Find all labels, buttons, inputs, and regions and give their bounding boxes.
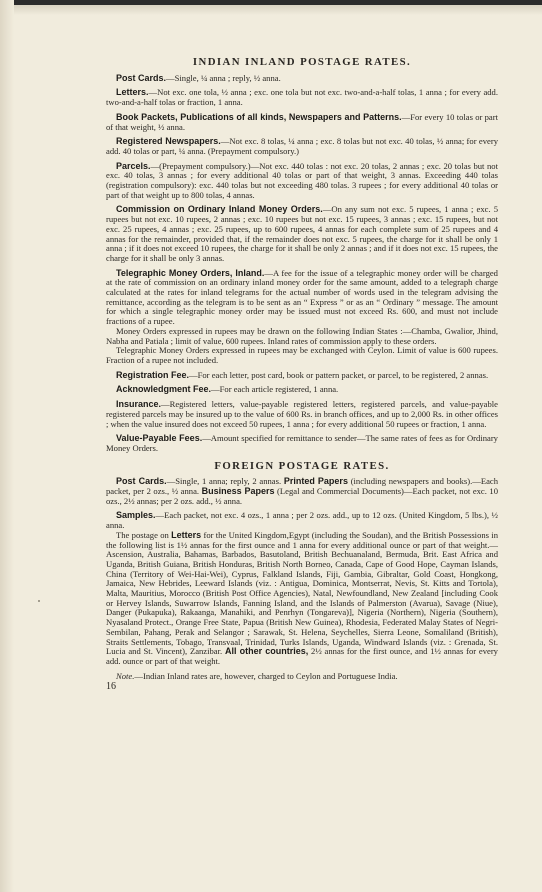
inland-telegraphic-text: —A fee for the issue of a telegraphic money order will be charged at the rate of commission on an ordinary inland money order for the same amount, added to a telegraph charge calculated at the rates for inland telegrams for the actual number of words used in the telegram advising the remittance, according as the telegram is to be sent as an “ Express ” or as an “ Ordinary ” message. The amount for which a single telegraphic money order may be issued must not exceed Rs. 600, and must not include fractions of a rupee. xyxy=(106,267,498,327)
foreign-business-head: Business Papers xyxy=(201,486,275,497)
inland-book-packets xyxy=(106,113,498,132)
foreign-other-head: All other countries, xyxy=(224,646,309,657)
inland-post-cards xyxy=(106,74,498,84)
foreign-post-cards-head: Post Cards. xyxy=(116,476,167,487)
scan-top-shadow xyxy=(0,5,542,15)
inland-parcels-text: —(Prepayment compulsory.)—Not exc. 440 tolas : not exc. 20 tolas, 2 annas ; exc. 20 tolas but not exc. 40 tolas, 3 annas ; for every additional 40 tolas or part of that weight, 3 annas. Exceeding 440 tolas (registration compulsory): exc. 440 tolas but not exceeding 480 tolas. 3 rupees ; for every additional 40 tolas or part of that weight up to 800 tolas, 4 annas. xyxy=(106,160,498,200)
inland-value-payable-head: Value-Payable Fees. xyxy=(116,433,203,444)
foreign-note-label: Note. xyxy=(116,670,135,681)
foreign-letters-text: for the United Kingdom,Egypt (including the Soudan), and the British Possessions in the following list is 1½ annas for the first ounce and 1 anna for every additional ounce or part of that weight.—Ascension, Australia, Bahamas, Barbados, Basutoland, British Bechuanaland, Bermuda, Brit. East Africa and Uganda, British Guiana, British Honduras, British North Borneo, Canada, Cape of Good Hope, Cayman Islands, China (Territory of Wei-Hai-Wei), Cyprus, Falkland Islands, Fiji, Gambia, Gibraltar, Gold Coast, Hongkong, Jamaica, New Hebrides, Leeward Islands (viz. : Antigua, Dominica, Montserrat, Nevis, St. Kitts and Tortola), Malta, Mauritius, Morocco (British Post Office Agencies), Natal, Newfoundland, New Zealand [including Cook or Hervey Islands, Suwarrow Islands, Fanning Island, and the Islands of Palmerston (Avarua), Savage (Niue), Danger (Pukapuka), Rakaanga, Manahiki, and Penrhyn (Tongareva)], Nigeria (Northern), Nigeria (Southern), Nyasaland Protect., Orange Free State, Papua (British New Guinea), Rhodesia, Federated Malay States of Negri-Sembilan, Pahang, Perak and Selangor ; Sarawak, St. Helena, Seychelles, Sierra Leone, Somaliland (British), Straits Settlements, Tobago, Transvaal, Trinidad, Turks Islands, Uganda, Windward Islands (viz. : Grenada, St. Lucia and St. Vincent), Zanzibar. xyxy=(106,529,498,657)
inland-acknowledgment xyxy=(106,385,498,395)
inland-post-cards-head: Post Cards. xyxy=(116,72,167,83)
foreign-note-text: —Indian Inland rates are, however, charged to Ceylon and Portuguese India. xyxy=(134,670,398,681)
foreign-samples xyxy=(106,511,498,530)
inland-value-payable xyxy=(106,434,498,453)
foreign-letters xyxy=(106,531,498,667)
inland-registration xyxy=(106,371,498,381)
inland-registration-text: —For each letter, post card, book or pattern packet, or parcel, to be registered, 2 annas. xyxy=(189,369,489,380)
inland-registered-newspapers-text: —Not exc. 8 tolas, ¼ anna ; exc. 8 tolas but not exc. 40 tolas, ½ anna; for every add. 40 tolas or part, ¼ anna. (Prepayment compulsory.) xyxy=(106,136,499,156)
foreign-post-cards xyxy=(106,477,498,506)
inland-telegraphic-ceylon: Telegraphic Money Orders expressed in rupees may be exchanged with Ceylon. Limit of value is 600 rupees. Fraction of a rupee not included. xyxy=(106,345,498,365)
foreign-samples-head: Samples. xyxy=(116,510,156,521)
inland-telegraphic-states: Money Orders expressed in rupees may be drawn on the following Indian States :—Chamba, Gwalior, Jhind, Nabha and Patiala ; limit of value, 600 rupees. Inland rates of commission apply to these orders. xyxy=(106,325,498,346)
foreign-note xyxy=(106,672,498,682)
foreign-rates-heading: FOREIGN POSTAGE RATES. xyxy=(214,459,390,472)
inland-commission-head: Commission on Ordinary Inland Money Orders. xyxy=(116,204,323,215)
inland-commission xyxy=(106,205,498,263)
page-content xyxy=(106,58,498,692)
inland-acknowledgment-text: —For each article registered, 1 anna. xyxy=(211,384,339,395)
inland-letters-text: —Not exc. one tola, ½ anna ; exc. one tola but not exc. two-and-a-half tolas, 1 anna ; for every add. two-and-a-half tolas or fraction, 1 anna. xyxy=(106,87,498,108)
inland-registered-newspapers xyxy=(106,137,498,156)
foreign-post-cards-text: —Single, 1 anna; reply, 2 annas. xyxy=(166,476,282,487)
inland-book-packets-head: Book Packets, Publications of all kinds, Newspapers and Patterns. xyxy=(116,111,402,122)
inland-book-packets-text: —For every 10 tolas or part of that weight, ½ anna. xyxy=(106,111,498,132)
page-number: 16 xyxy=(106,681,116,693)
foreign-letters-head: Letters xyxy=(171,529,202,540)
page-gutter-shadow xyxy=(0,0,14,892)
inland-insurance-head: Insurance. xyxy=(116,399,162,410)
inland-letters-head: Letters. xyxy=(116,87,149,98)
inland-value-payable-text: —Amount specified for remittance to sender—The same rates of fees as for Ordinary Money Orders. xyxy=(106,433,498,453)
inland-rates-heading: INDIAN INLAND POSTAGE RATES. xyxy=(192,56,412,68)
inland-parcels-head: Parcels. xyxy=(116,160,151,171)
inland-commission-text: —On any sum not exc. 5 rupees, 1 anna ; exc. 5 rupees but not exc. 10 rupees, 2 annas ; exc. 10 rupees but not exc. 15 rupees, 3 annas ; exc. 15 rupees, but not exc. 25 rupees, 4 annas ; exc. 25 rupees, up to 600 rupees, 4 annas for each complete sum of 25 rupees and 4 annas for the remainder, provided that, if the remainder does not exc. 5 rupees, the charge for it shall be only 1 anna ; if it does not exceed 10 rupees, the charge for it shall be only 2 annas ; and if it does not exc. 15 rupees, the charge for it shall be only 3 annas. xyxy=(106,204,498,263)
inland-telegraphic-head: Telegraphic Money Orders, Inland. xyxy=(116,267,265,278)
foreign-samples-text: —Each packet, not exc. 4 ozs., 1 anna ; per 2 ozs. add., up to 12 ozs. (United Kingdom, 5 lbs.), ½ anna. xyxy=(106,510,498,531)
inland-registration-head: Registration Fee. xyxy=(116,369,190,380)
foreign-printed-head: Printed Papers xyxy=(283,476,348,487)
inland-insurance-text: —Registered letters, value-payable registered letters, registered parcels, and value-payable registered parcels may be insured up to the value of 600 Rs. in branch offices, and up to 2,000 Rs. in other offices ; when the value insured does not exceed 50 rupees, 1 anna ; for every additional 50 rupees or fraction, 1 anna. xyxy=(106,399,498,429)
foreign-letters-pre: The postage on xyxy=(116,529,169,540)
foreign-other-text: 2½ annas for the first ounce, and 1½ annas for every add. ounce or part of that weight. xyxy=(106,646,498,666)
inland-parcels xyxy=(106,162,498,201)
paper-speck xyxy=(38,600,40,602)
foreign-printed-text: (including newspapers and books).—Each packet, per 2 ozs., ½ anna. xyxy=(106,476,498,497)
inland-telegraphic xyxy=(106,269,498,327)
foreign-business-text: (Legal and Commercial Documents)—Each packet, not exc. 10 ozs., 2½ annas; per 2 ozs. add., ½ anna. xyxy=(106,486,499,506)
inland-post-cards-text: —Single, ¼ anna ; reply, ½ anna. xyxy=(166,72,281,83)
inland-insurance xyxy=(106,400,498,429)
inland-acknowledgment-head: Acknowledgment Fee. xyxy=(116,384,212,395)
inland-registered-newspapers-head: Registered Newspapers. xyxy=(116,136,221,147)
inland-letters xyxy=(106,88,498,107)
